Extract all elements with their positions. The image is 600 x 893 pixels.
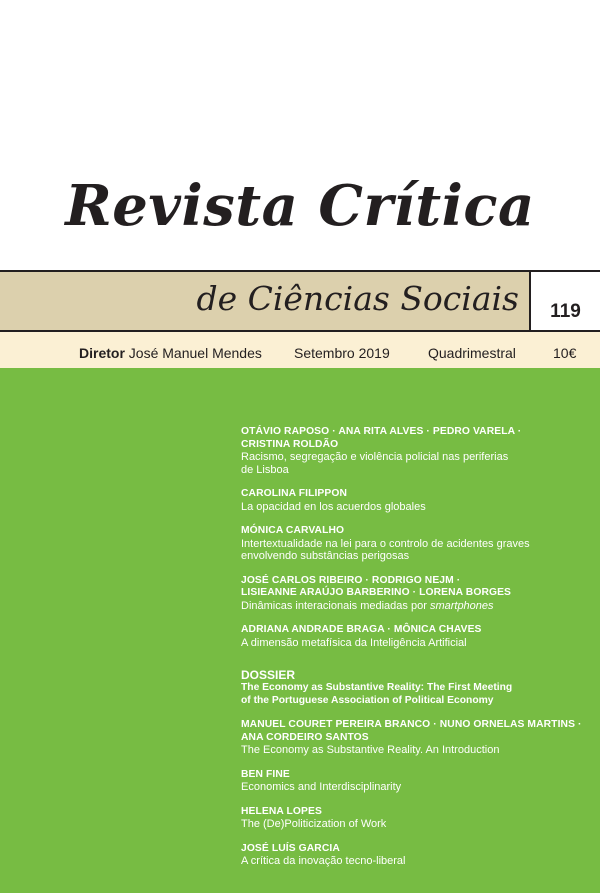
director-name: José Manuel Mendes [128,345,262,361]
journal-title: Revista Crítica [65,173,535,239]
entry-title: Economics and Interdisciplinarity [241,781,402,793]
entry-authors: JOSÉ LUÍS GARCIA [241,842,340,854]
dossier-heading: DOSSIER [241,668,296,682]
entry-authors: MÓNICA CARVALHO [241,525,345,536]
issue-frequency: Quadrimestral [428,345,516,361]
table-of-contents [241,426,586,880]
entry-title: Intertextualidade na lei para o controlo de acidentes graves [241,537,530,550]
entry-title-italic: smartphones [429,599,494,612]
issue-number: 119 [550,301,581,322]
entry-authors: ADRIANA ANDRADE BRAGA · MÔNICA CHAVES [241,624,482,635]
toc-entry [241,624,586,649]
toc-entry [241,426,586,476]
toc-entry [241,719,586,757]
info-bar [0,332,600,368]
subtitle-band [0,272,529,330]
entry-title: The Economy as Substantive Reality. An Introduction [241,744,500,756]
toc-entry [241,843,586,868]
director-label: Diretor [79,345,125,361]
entry-title [241,600,586,613]
entry-authors: LISIEANNE ARAÚJO BARBERINO · LORENA BORGES [241,587,512,598]
entry-authors: BEN FINE [241,768,290,780]
director-info [79,345,262,361]
entry-authors: JOSÉ CARLOS RIBEIRO · RODRIGO NEJM · [241,574,461,586]
entry-title: A dimensão metafísica da Inteligência Artificial [241,636,467,649]
toc-entry [241,769,586,794]
entry-title: A crítica da inovação tecno-liberal [241,855,406,867]
entry-authors: HELENA LOPES [241,805,322,817]
entry-title: envolvendo substâncias perigosas [241,550,410,562]
toc-entry [241,575,586,613]
entry-authors: CAROLINA FILIPPON [241,488,348,499]
entry-title: de Lisboa [241,463,289,476]
entry-title: The (De)Politicization of Work [241,818,387,830]
toc-entry [241,806,586,831]
entry-authors: CRISTINA ROLDÃO [241,438,339,450]
entry-authors: ANA CORDEIRO SANTOS [241,731,369,743]
entry-title: Racismo, segregação e violência policial nas periferias [241,451,509,463]
dossier-title [241,682,586,707]
entry-title: La opacidad en los acuerdos globales [241,500,426,513]
toc-entry [241,488,586,513]
cover-header [0,0,600,272]
dossier-title-line: of the Portuguese Association of Political Economy [241,694,494,706]
issue-date: Setembro 2019 [294,345,390,361]
dossier-title-line: The Economy as Substantive Reality: The First Meeting [241,682,513,693]
issue-box [529,272,600,330]
issue-price: 10€ [553,345,577,361]
entry-authors: OTÁVIO RAPOSO · ANA RITA ALVES · PEDRO VARELA · [241,426,522,437]
journal-subtitle: de Ciências Sociais [196,279,519,318]
entry-authors: MANUEL COURET PEREIRA BRANCO · NUNO ORNELAS MARTINS · [241,719,582,730]
entry-title-main: Dinâmicas interacionais mediadas por [241,599,430,612]
toc-entry [241,525,586,563]
